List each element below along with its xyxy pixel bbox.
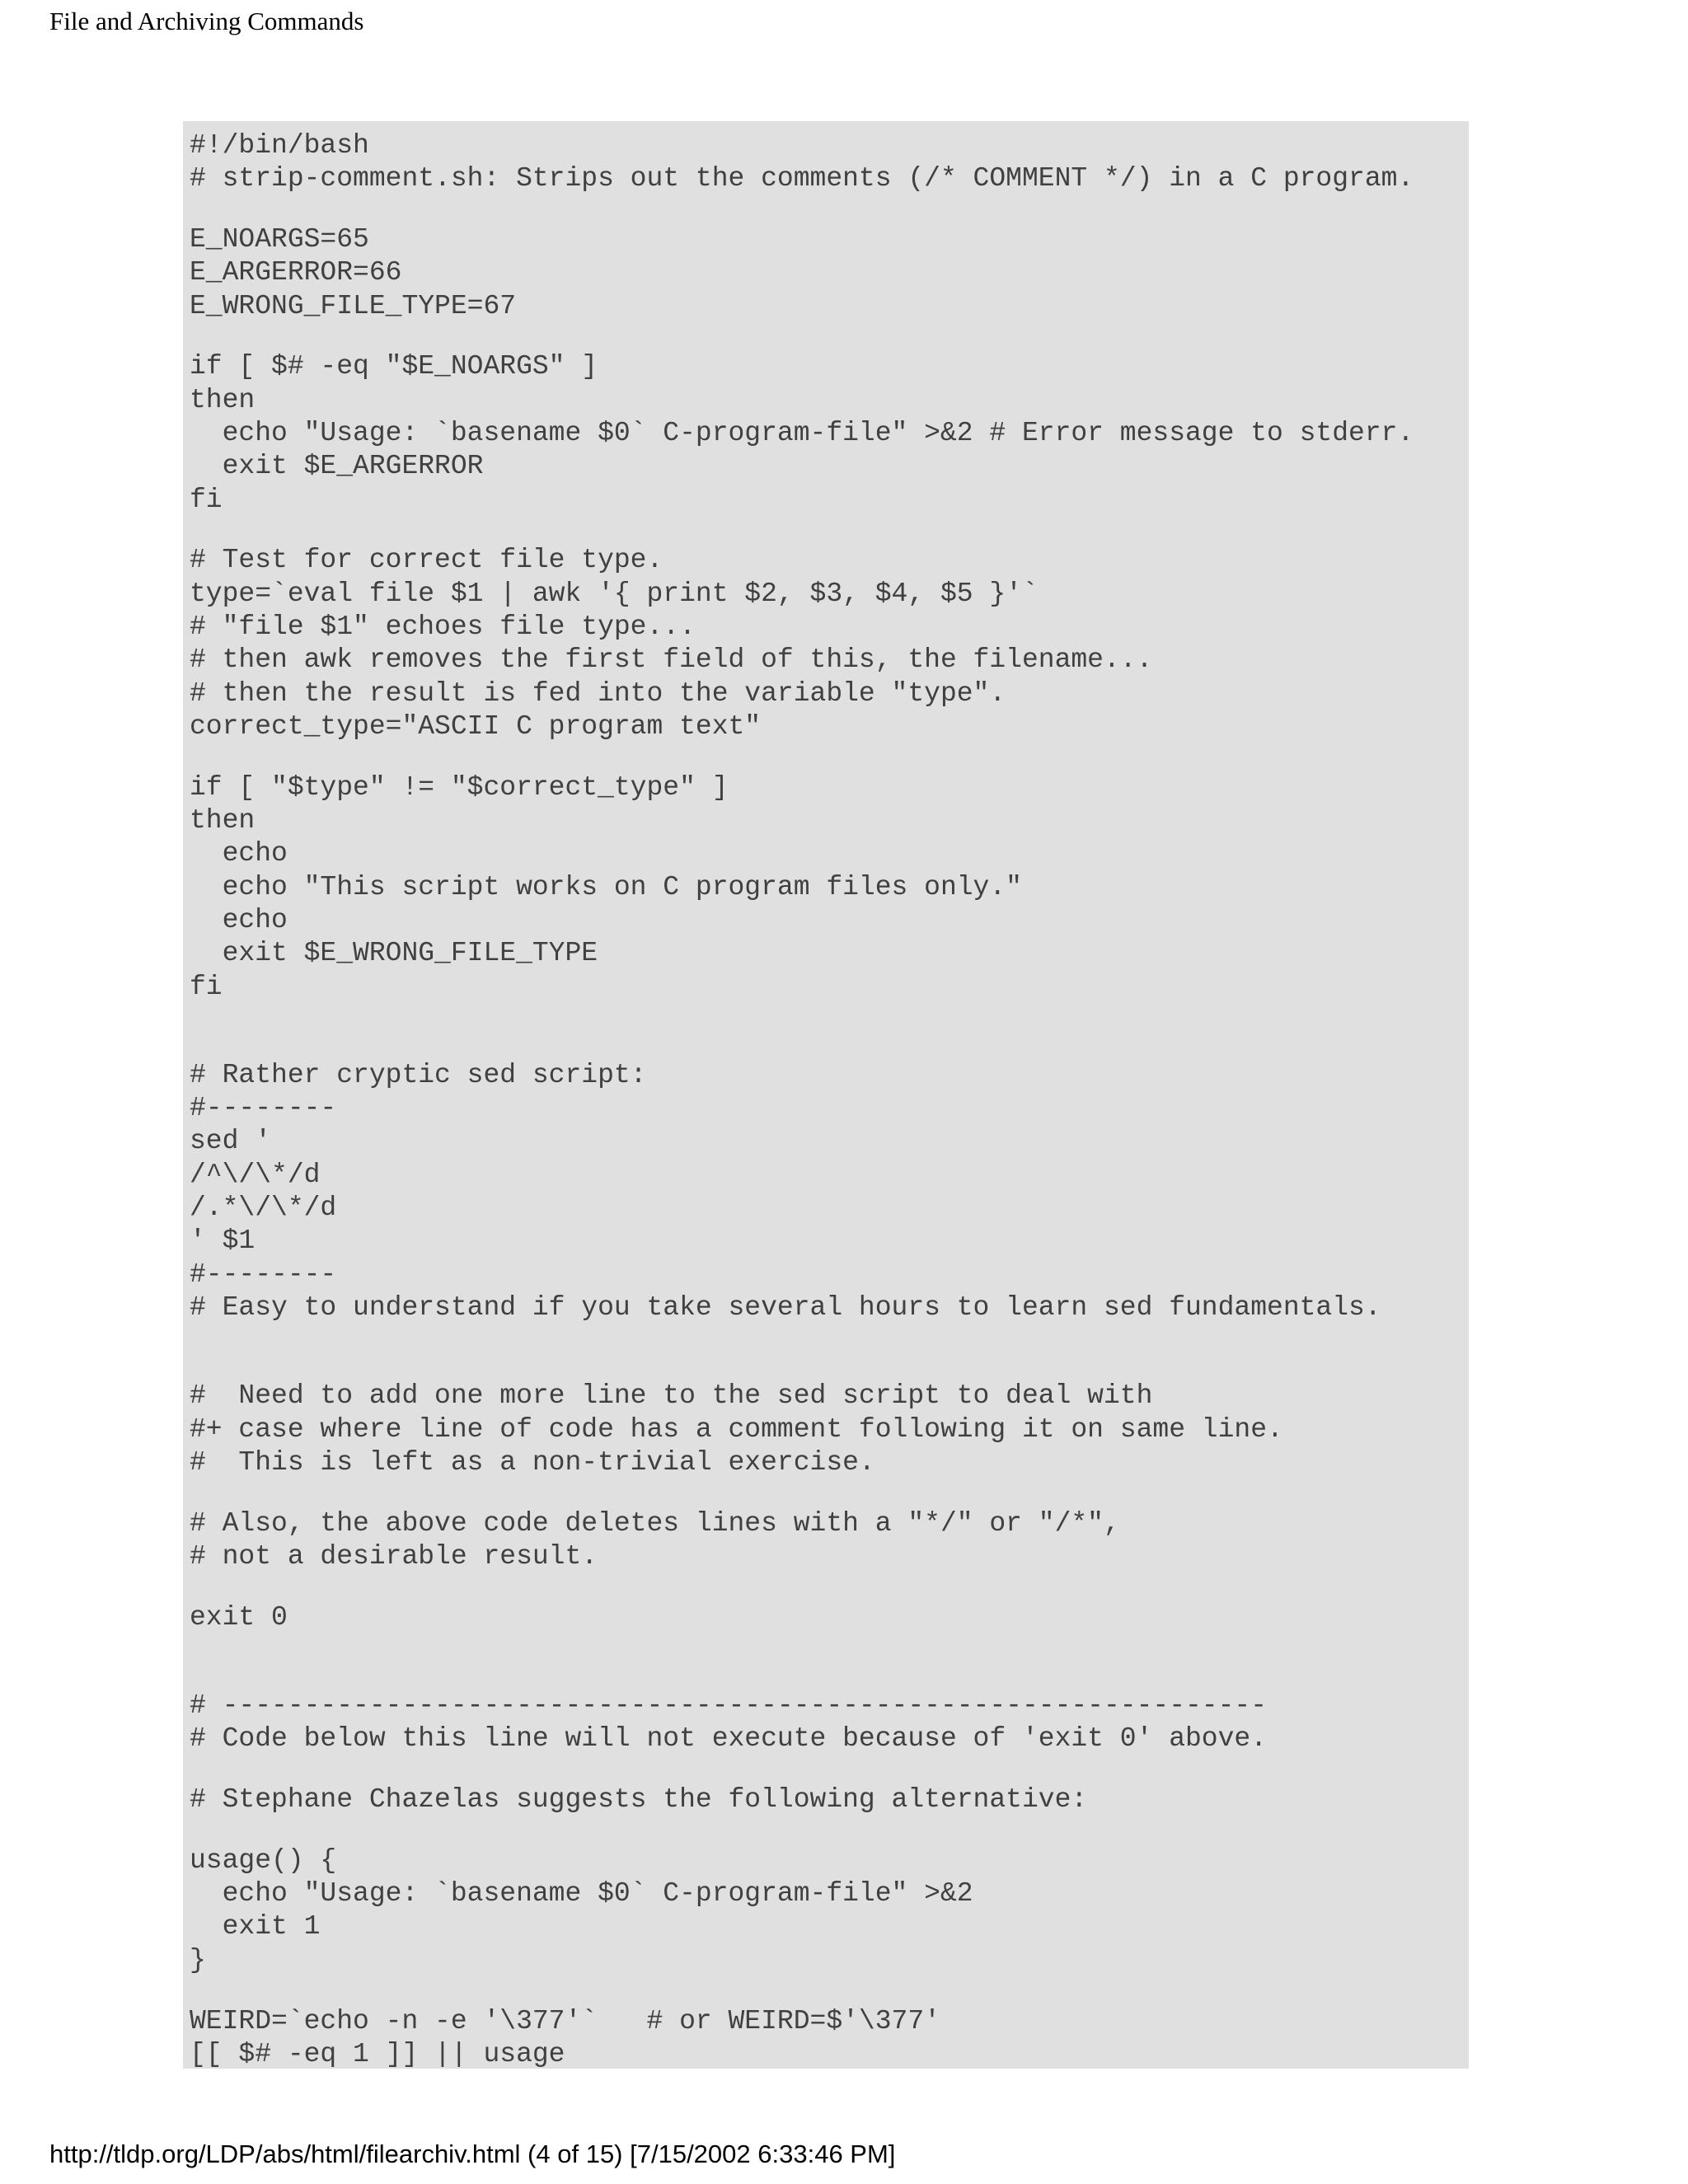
- code-line: type=`eval file $1 | awk '{ print $2, $3, $4, $5 }'`: [190, 578, 1039, 609]
- code-line: echo: [190, 904, 288, 935]
- code-line: ' $1: [190, 1226, 256, 1257]
- code-blank-gap: [190, 1324, 1469, 1380]
- code-blank-gap: [190, 196, 1469, 224]
- code-block: [183, 121, 1469, 2069]
- code-line: # ----------------------------------------------------------------: [190, 1690, 1268, 1721]
- code-line: #--------: [190, 1093, 337, 1124]
- code-line: exit 1: [190, 1911, 321, 1943]
- code-line: fi: [190, 484, 223, 515]
- code-line: echo "Usage: `basename $0` C-program-file" >&2: [190, 1878, 973, 1910]
- code-line: #--------: [190, 1258, 337, 1290]
- code-line: if [ $# -eq "$E_NOARGS" ]: [190, 351, 598, 382]
- code-blank-gap: [190, 1816, 1469, 1844]
- code-line: if [ "$type" != "$correct_type" ]: [190, 771, 729, 803]
- code-line: then: [190, 805, 256, 837]
- code-line: #+ case where line of code has a comment following it on same line.: [190, 1413, 1283, 1445]
- code-line: E_NOARGS=65: [190, 224, 369, 255]
- code-line: # Rather cryptic sed script:: [190, 1059, 647, 1090]
- code-blank-gap: [190, 743, 1469, 771]
- code-line: # Also, the above code deletes lines with a "*/" or "/*",: [190, 1507, 1120, 1539]
- code-blank-gap: [190, 517, 1469, 545]
- code-line: WEIRD=`echo -n -e '\377'` # or WEIRD=$'\377': [190, 2005, 940, 2036]
- page-footer-url: http://tldp.org/LDP/abs/html/filearchiv.html (4 of 15) [7/15/2002 6:33:46 PM]: [49, 2139, 896, 2168]
- code-blank-gap: [190, 1756, 1469, 1784]
- code-line: then: [190, 384, 256, 415]
- code-line: [[ $# -eq 1 ]] || usage: [190, 2038, 565, 2069]
- code-line: # Code below this line will not execute because of 'exit 0' above.: [190, 1723, 1268, 1755]
- code-line: exit $E_WRONG_FILE_TYPE: [190, 938, 598, 969]
- code-line: /.*\/\*/d: [190, 1193, 337, 1224]
- code-blank-gap: [190, 1004, 1469, 1059]
- code-line: usage() {: [190, 1844, 337, 1876]
- code-line: echo "Usage: `basename $0` C-program-file" >&2 # Error message to stderr.: [190, 418, 1414, 449]
- code-line: # strip-comment.sh: Strips out the comments (/* COMMENT */) in a C program.: [190, 163, 1414, 194]
- code-line: echo: [190, 838, 288, 869]
- code-line: # This is left as a non-trivial exercise.: [190, 1446, 875, 1478]
- code-line: # Stephane Chazelas suggests the following alternative:: [190, 1784, 1088, 1816]
- code-line: E_ARGERROR=66: [190, 257, 402, 288]
- code-line: exit $E_ARGERROR: [190, 451, 484, 482]
- code-blank-gap: [190, 1479, 1469, 1507]
- code-line: # Easy to understand if you take several hours to learn sed fundamentals.: [190, 1291, 1381, 1323]
- code-line: # Need to add one more line to the sed script to deal with: [190, 1380, 1153, 1412]
- code-blank-gap: [190, 1977, 1469, 2005]
- page-header-title: File and Archiving Commands: [49, 7, 364, 35]
- code-line: /^\/\*/d: [190, 1159, 321, 1190]
- code-line: # "file $1" echoes file type...: [190, 612, 696, 643]
- code-blank-gap: [190, 1573, 1469, 1601]
- code-line: # then the result is fed into the variable "type".: [190, 677, 1006, 709]
- code-line: }: [190, 1944, 206, 1975]
- code-line: #!/bin/bash: [190, 130, 369, 161]
- code-listing: [190, 129, 1469, 2071]
- code-blank-gap: [190, 323, 1469, 351]
- code-line: correct_type="ASCII C program text": [190, 710, 762, 742]
- code-line: fi: [190, 971, 223, 1002]
- code-line: E_WRONG_FILE_TYPE=67: [190, 290, 517, 321]
- code-line: # not a desirable result.: [190, 1540, 598, 1572]
- code-line: sed ': [190, 1126, 272, 1157]
- code-line: exit 0: [190, 1601, 288, 1633]
- code-line: # then awk removes the first field of this, the filename...: [190, 644, 1153, 676]
- code-blank-gap: [190, 1634, 1469, 1690]
- code-line: # Test for correct file type.: [190, 545, 663, 576]
- code-line: echo "This script works on C program files only.": [190, 871, 1022, 902]
